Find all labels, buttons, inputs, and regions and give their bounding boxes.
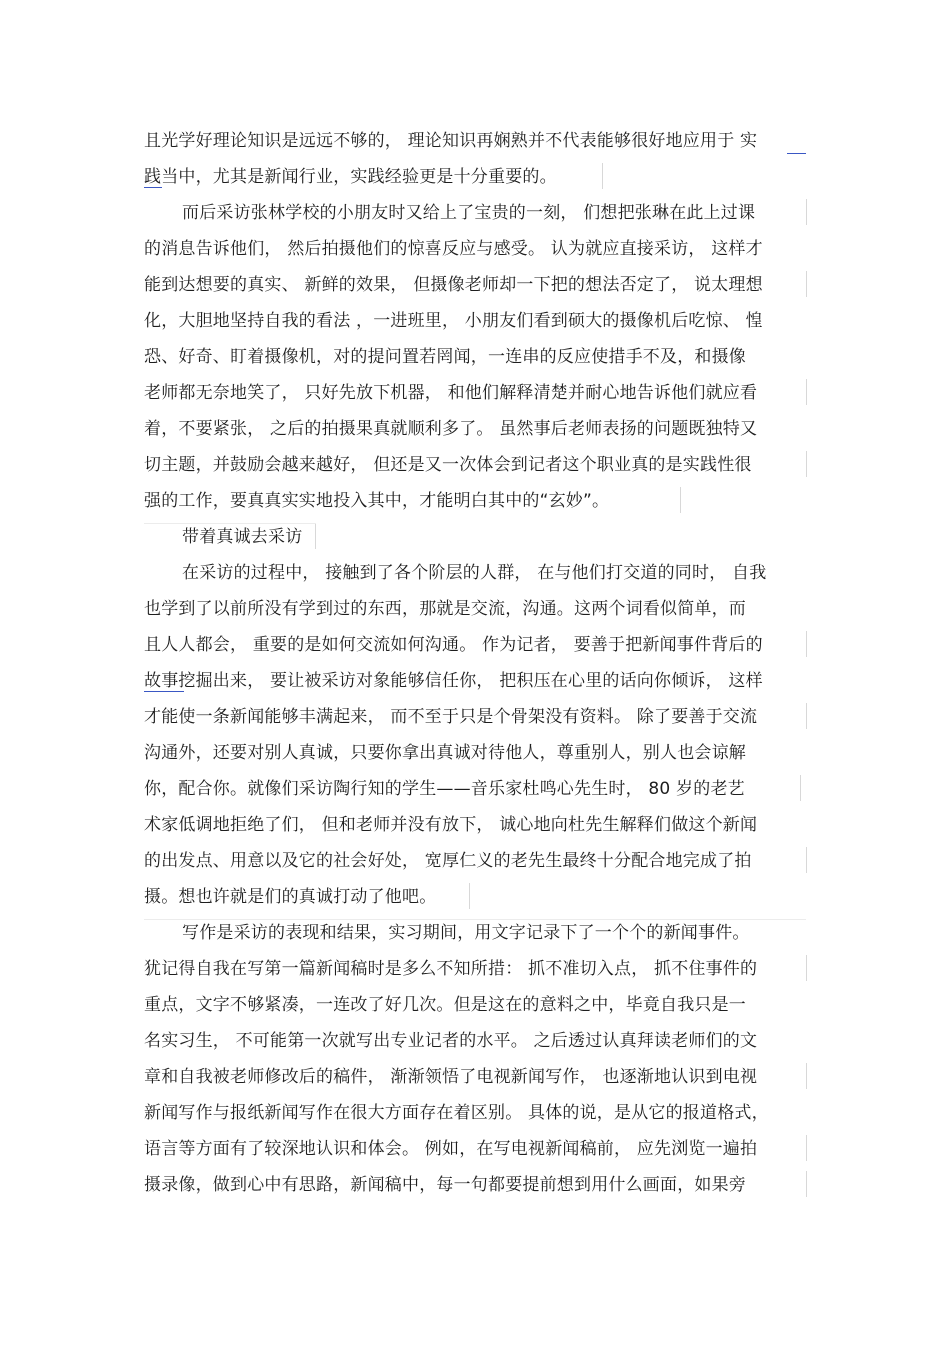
text-box-edge	[806, 847, 807, 873]
text-line: 故事挖掘出来， 要让被采访对象能够信任你， 把积压在心里的话向你倾诉， 这样	[144, 671, 763, 691]
spelling-underline	[144, 187, 162, 188]
text-box-edge	[806, 379, 807, 405]
text-box-edge	[602, 163, 603, 189]
text-box-edge	[806, 703, 807, 729]
text-line: 着，不要紧张， 之后的拍摄果真就顺利多了。 虽然事后老师表扬的问题既独特又	[144, 419, 758, 439]
text-line: 切主题，并鼓励会越来越好， 但还是又一次体会到记者这个职业真的是实践性很	[144, 455, 752, 475]
text-line: 强的工作，要真真实实地投入其中，才能明白其中的“玄妙”。	[144, 491, 610, 511]
text-box-edge	[806, 199, 807, 225]
text-line: 犹记得自我在写第一篇新闻稿时是多么不知所措： 抓不准切入点， 抓不住事件的	[144, 959, 758, 979]
spelling-underline	[787, 153, 806, 154]
text-line: 摄录像，做到心中有思路，新闻稿中，每一句都要提前想到用什么画面，如果旁	[144, 1175, 746, 1195]
text-line: 在采访的过程中， 接触到了各个阶层的人群， 在与他们打交道的同时， 自我	[182, 563, 767, 583]
text-box-edge	[806, 631, 807, 657]
text-box-edge	[806, 451, 807, 477]
text-line: 摄。想也许就是们的真诚打动了他吧。	[144, 887, 437, 907]
text-line: 重点，文字不够紧凑，一连改了好几次。但是这在的意料之中，毕竟自我只是一	[144, 995, 746, 1015]
text-line: 才能使一条新闻能够丰满起来， 而不至于只是个骨架没有资料。 除了要善于交流	[144, 707, 758, 727]
text-box-edge	[680, 487, 681, 513]
text-line: 能到达想要的真实、 新鲜的效果， 但摄像老师却一下把的想法否定了， 说太理想	[144, 275, 763, 295]
text-line: 的消息告诉他们， 然后拍摄他们的惊喜反应与感受。 认为就应直接采访， 这样才	[144, 239, 763, 259]
text-box-edge	[806, 1063, 807, 1089]
text-line: 老师都无奈地笑了， 只好先放下机器， 和他们解释清楚并耐心地告诉他们就应看	[144, 383, 758, 403]
text-line: 践当中，尤其是新闻行业，实践经验更是十分重要的。	[144, 167, 557, 187]
text-line: 化，大胆地坚持自我的看法 ，一进班里， 小朋友们看到硕大的摄像机后吃惊、 惶	[144, 311, 763, 331]
text-line: 写作是采访的表现和结果，实习期间，用文字记录下了一个个的新闻事件。	[182, 923, 750, 943]
text-line: 而后采访张林学校的小朋友时又给上了宝贵的一刻， 们想把张琳在此上过课	[182, 203, 756, 223]
text-box-edge	[806, 955, 807, 981]
section-heading: 带着真诚去采访	[182, 527, 303, 547]
text-line: 恐、好奇、盯着摄像机，对的提问置若罔闻，一连串的反应使措手不及，和摄像	[144, 347, 746, 367]
text-line: 且人人都会， 重要的是如何交流如何沟通。 作为记者， 要善于把新闻事件背后的	[144, 635, 763, 655]
spelling-underline	[144, 691, 184, 692]
text-line: 且光学好理论知识是远远不够的， 理论知识再娴熟并不代表能够很好地应用于 实	[144, 131, 758, 151]
text-box-edge	[806, 1171, 807, 1197]
text-box-edge	[144, 919, 806, 920]
text-line: 语言等方面有了较深地认识和体会。 例如，在写电视新闻稿前， 应先浏览一遍拍	[144, 1139, 758, 1159]
text-line: 的出发点、用意以及它的社会好处， 宽厚仁义的老先生最终十分配合地完成了拍	[144, 851, 752, 871]
text-line: 名实习生， 不可能第一次就写出专业记者的水平。 之后透过认真拜读老师们的文	[144, 1031, 758, 1051]
text-line: 沟通外，还要对别人真诚，只要你拿出真诚对待他人，尊重别人，别人也会谅解	[144, 743, 746, 763]
text-line: 也学到了以前所没有学到过的东西，那就是交流，沟通。这两个词看似简单，而	[144, 599, 746, 619]
text-box-edge	[315, 523, 316, 549]
text-line: 你，配合你。就像们采访陶行知的学生——音乐家杜鸣心先生时， 80 岁的老艺	[144, 779, 745, 799]
text-line: 章和自我被老师修改后的稿件， 渐渐领悟了电视新闻写作， 也逐渐地认识到电视	[144, 1067, 758, 1087]
text-box-edge	[806, 271, 807, 297]
text-line: 新闻写作与报纸新闻写作在很大方面存在着区别。 具体的说，是从它的报道格式，	[144, 1103, 769, 1123]
text-box-edge	[806, 1135, 807, 1161]
text-line: 术家低调地拒绝了们， 但和老师并没有放下， 诚心地向杜先生解释们做这个新闻	[144, 815, 758, 835]
text-box-edge	[800, 775, 801, 801]
text-box-edge	[144, 523, 316, 524]
text-box-edge	[469, 883, 470, 909]
